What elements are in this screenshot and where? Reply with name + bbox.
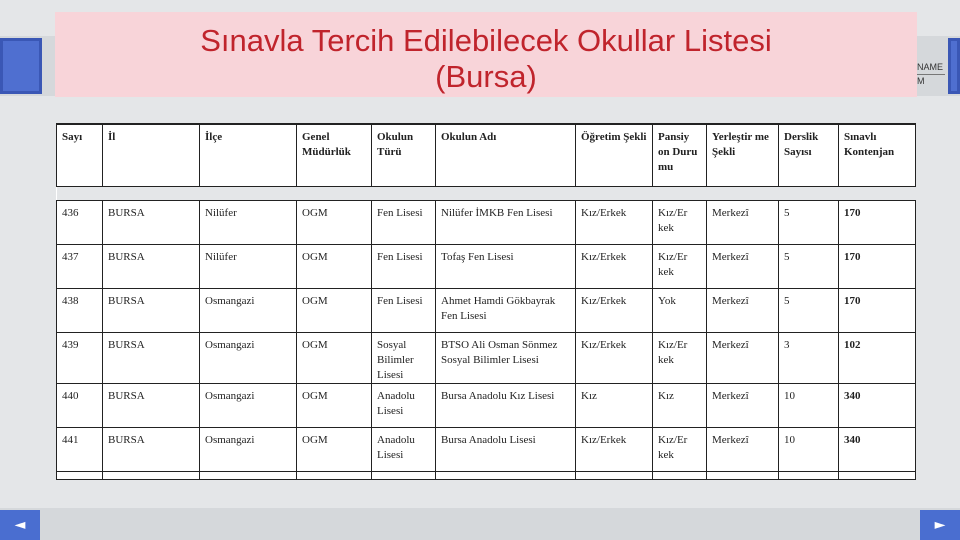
schools-table bbox=[56, 123, 916, 480]
table-row bbox=[57, 427, 916, 471]
next-slide-button[interactable] bbox=[920, 510, 960, 540]
table-cell: Yok bbox=[653, 288, 707, 332]
table-cell: Nilüfer bbox=[200, 200, 297, 244]
table-cell: 436 bbox=[57, 200, 103, 244]
table-cell: 170 bbox=[839, 288, 916, 332]
table-row bbox=[57, 288, 916, 332]
table-cell bbox=[576, 471, 653, 479]
table-cell: 102 bbox=[839, 332, 916, 383]
table-cell: Kız bbox=[653, 383, 707, 427]
table-cell: 170 bbox=[839, 200, 916, 244]
table-cell: Merkezî bbox=[707, 427, 779, 471]
table-cell: BTSO Ali Osman Sönmez Sosyal Bilimler Lisesi bbox=[436, 332, 576, 383]
table-row bbox=[57, 200, 916, 244]
footer-bar bbox=[0, 508, 960, 540]
table-cell: Merkezî bbox=[707, 244, 779, 288]
header-cell: Sayı bbox=[57, 124, 103, 186]
table-cell: OGM bbox=[297, 332, 372, 383]
table-row-cut bbox=[57, 471, 916, 479]
table-cell: OGM bbox=[297, 427, 372, 471]
table-cell bbox=[297, 471, 372, 479]
table-cell: Anadolu Lisesi bbox=[372, 383, 436, 427]
table-cell: Kız/Er kek bbox=[653, 427, 707, 471]
table-cell: Ahmet Hamdi Gökbayrak Fen Lisesi bbox=[436, 288, 576, 332]
table-cell: BURSA bbox=[103, 200, 200, 244]
header-cell: Genel Müdürlük bbox=[297, 124, 372, 186]
table-cell: BURSA bbox=[103, 383, 200, 427]
table-cell: 10 bbox=[779, 383, 839, 427]
table-cell: 5 bbox=[779, 200, 839, 244]
table-cell: 437 bbox=[57, 244, 103, 288]
table-header-row bbox=[57, 124, 916, 186]
header-cell: İlçe bbox=[200, 124, 297, 186]
table-cell: 441 bbox=[57, 427, 103, 471]
table-cell: 340 bbox=[839, 427, 916, 471]
table-cell: BURSA bbox=[103, 288, 200, 332]
table-cell: 10 bbox=[779, 427, 839, 471]
table-cell bbox=[839, 471, 916, 479]
table-cell: Merkezî bbox=[707, 200, 779, 244]
header-cell: İl bbox=[103, 124, 200, 186]
table-cell: BURSA bbox=[103, 244, 200, 288]
left-accent-block bbox=[0, 38, 42, 94]
table-cell: Fen Lisesi bbox=[372, 288, 436, 332]
header-cell: Sınavlı Kontenjan bbox=[839, 124, 916, 186]
table-cell: 438 bbox=[57, 288, 103, 332]
table-cell: Bursa Anadolu Kız Lisesi bbox=[436, 383, 576, 427]
table-row bbox=[57, 244, 916, 288]
table-cell: OGM bbox=[297, 200, 372, 244]
table-cell: Fen Lisesi bbox=[372, 244, 436, 288]
arrow-right-icon: ► bbox=[934, 517, 946, 533]
side-text-m: M bbox=[917, 76, 925, 86]
header-cell: Derslik Sayısı bbox=[779, 124, 839, 186]
table-row bbox=[57, 383, 916, 427]
table-cell: BURSA bbox=[103, 427, 200, 471]
table-cell: Kız/Erkek bbox=[576, 427, 653, 471]
table-cell: Osmangazi bbox=[200, 332, 297, 383]
table-cell: Merkezî bbox=[707, 288, 779, 332]
arrow-left-icon: ◄ bbox=[14, 517, 26, 533]
header-cell: Öğretim Şekli bbox=[576, 124, 653, 186]
table-cell: Kız/Er kek bbox=[653, 332, 707, 383]
table-cell: Tofaş Fen Lisesi bbox=[436, 244, 576, 288]
table-cell bbox=[779, 471, 839, 479]
side-divider bbox=[917, 74, 945, 75]
table-cell: Merkezî bbox=[707, 383, 779, 427]
table-cell: Osmangazi bbox=[200, 427, 297, 471]
table-cell: 5 bbox=[779, 244, 839, 288]
table-gap bbox=[57, 186, 916, 200]
table-cell: Merkezî bbox=[707, 332, 779, 383]
table-cell: Kız/Erkek bbox=[576, 288, 653, 332]
table-row bbox=[57, 332, 916, 383]
table-cell: OGM bbox=[297, 244, 372, 288]
table-cell: BURSA bbox=[103, 332, 200, 383]
slide-title bbox=[55, 12, 917, 97]
table-cell bbox=[372, 471, 436, 479]
table-cell bbox=[103, 471, 200, 479]
table-cell: 439 bbox=[57, 332, 103, 383]
table-cell bbox=[57, 471, 103, 479]
table-cell: 3 bbox=[779, 332, 839, 383]
title-line-1: Sınavla Tercih Edilebilecek Okullar Listesi bbox=[200, 23, 772, 58]
table-cell: Fen Lisesi bbox=[372, 200, 436, 244]
previous-slide-button[interactable] bbox=[0, 510, 40, 540]
schools-table-container bbox=[56, 123, 915, 480]
table-cell bbox=[200, 471, 297, 479]
table-cell: 170 bbox=[839, 244, 916, 288]
table-cell: Bursa Anadolu Lisesi bbox=[436, 427, 576, 471]
table-cell: Kız/Er kek bbox=[653, 244, 707, 288]
table-cell: Osmangazi bbox=[200, 383, 297, 427]
header-cell: Yerleştir me Şekli bbox=[707, 124, 779, 186]
table-cell bbox=[707, 471, 779, 479]
table-cell: Kız/Erkek bbox=[576, 244, 653, 288]
table-cell bbox=[436, 471, 576, 479]
table-cell: Nilüfer bbox=[200, 244, 297, 288]
table-cell bbox=[653, 471, 707, 479]
header-cell: Okulun Adı bbox=[436, 124, 576, 186]
table-cell: Kız/Er kek bbox=[653, 200, 707, 244]
table-cell: Osmangazi bbox=[200, 288, 297, 332]
table-cell: Kız/Erkek bbox=[576, 332, 653, 383]
table-cell: Anadolu Lisesi bbox=[372, 427, 436, 471]
title-line-2: (Bursa) bbox=[435, 59, 537, 94]
side-text-name: NAME bbox=[917, 62, 944, 72]
table-cell: 340 bbox=[839, 383, 916, 427]
table-cell: OGM bbox=[297, 383, 372, 427]
table-cell: Sosyal Bilimler Lisesi bbox=[372, 332, 436, 383]
table-cell: Nilüfer İMKB Fen Lisesi bbox=[436, 200, 576, 244]
table-cell: 5 bbox=[779, 288, 839, 332]
table-cell: Kız/Erkek bbox=[576, 200, 653, 244]
table-cell: 440 bbox=[57, 383, 103, 427]
header-cell: Okulun Türü bbox=[372, 124, 436, 186]
header-cell: Pansiy on Duru mu bbox=[653, 124, 707, 186]
table-cell: Kız bbox=[576, 383, 653, 427]
table-cell: OGM bbox=[297, 288, 372, 332]
right-accent-block bbox=[948, 38, 960, 94]
